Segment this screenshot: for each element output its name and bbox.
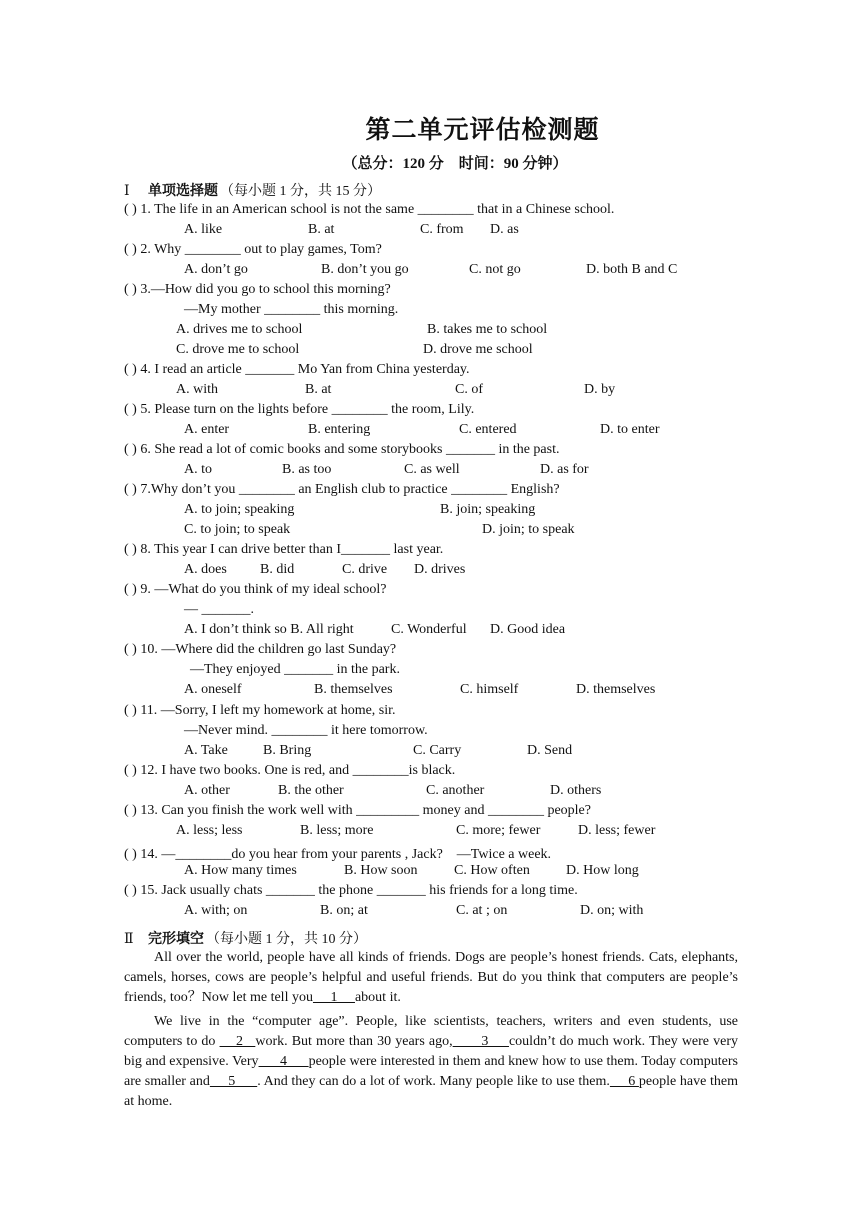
question-stem: ( ) 3.—How did you go to school this morning? (124, 282, 391, 297)
answer-option: A. to join; speaking (184, 502, 295, 517)
cloze-blank-3: 3 (452, 1034, 509, 1049)
question-stem: ( ) 7.Why don’t you ________ an English club to practice ________ English? (124, 482, 560, 497)
answer-option: C. entered (459, 422, 517, 437)
question-stem-continued: —Never mind. ________ it here tomorrow. (184, 723, 428, 738)
answer-option: C. as well (404, 462, 460, 477)
answer-option: B. on; at (320, 903, 368, 918)
answer-option: A. I don’t think so B. All right (184, 622, 354, 637)
answer-option: A. Take (184, 743, 228, 758)
answer-option: D. as for (540, 462, 589, 477)
answer-option: B. How soon (344, 863, 418, 878)
answer-option: D. Good idea (490, 622, 566, 637)
answer-option: C. Carry (413, 743, 462, 758)
answer-option: B. at (308, 222, 335, 237)
question-stem: ( ) 2. Why ________ out to play games, Tom? (124, 242, 382, 257)
question-stem-continued: —My mother ________ this morning. (184, 302, 399, 317)
answer-option: C. drove me to school (176, 342, 300, 357)
cloze-blank-4: 4 (258, 1054, 309, 1069)
question-stem: ( ) 6. She read a lot of comic books and some storybooks _______ in the past. (124, 442, 560, 457)
answer-option: D. others (550, 783, 602, 798)
cloze-text: about it. (354, 990, 401, 1005)
answer-option: A. like (184, 222, 223, 237)
question-stem: ( ) 8. This year I can drive better than I_______ last year. (124, 542, 444, 557)
answer-option: D. themselves (576, 682, 656, 697)
answer-option: B. at (305, 382, 332, 397)
cloze-text: . And they can do a lot of work. Many people like to use them. (257, 1074, 610, 1089)
cloze-text: people have them at home. (124, 1074, 738, 1109)
answer-option: A. to (184, 462, 212, 477)
answer-option: D. drove me school (423, 342, 533, 357)
answer-option: D. as (490, 222, 519, 237)
cloze-blank-6: 6 (609, 1074, 639, 1089)
cloze-paragraph-1 (124, 948, 738, 1008)
answer-option: B. entering (308, 422, 371, 437)
cloze-text: couldn’t do much work. They were very big and expensive. Very (124, 1034, 739, 1069)
section-number: Ⅰ (124, 184, 130, 199)
page-subtitle: （总分：120 分 时间：90 分钟） (342, 156, 568, 172)
answer-option: A. drives me to school (176, 322, 303, 337)
section-name: 完形填空 (148, 932, 204, 947)
section-note: （每小题 1 分，共 15 分） (220, 184, 381, 199)
answer-option: D. by (584, 382, 616, 397)
answer-option: C. another (426, 783, 485, 798)
answer-option: C. more; fewer (456, 823, 541, 838)
page-title: 第二单元评估检测题 (365, 117, 600, 144)
answer-option: B. don’t you go (321, 262, 409, 277)
section-heading-2 (124, 928, 367, 948)
cloze-paragraph-2 (124, 1012, 738, 1112)
answer-option: B. the other (278, 783, 344, 798)
question-stem: ( ) 11. —Sorry, I left my homework at home, sir. (124, 703, 396, 718)
question-stem: ( ) 4. I read an article _______ Mo Yan from China yesterday. (124, 362, 470, 377)
question-stem: ( ) 10. —Where did the children go last Sunday? (124, 642, 397, 657)
answer-option: D. on; with (580, 903, 644, 918)
cloze-text: work. But more than 30 years ago, (255, 1034, 453, 1049)
answer-option: A. other (184, 783, 230, 798)
question-stem: ( ) 14. —________do you hear from your parents , Jack? —Twice a week. (124, 847, 552, 862)
answer-option: C. Wonderful (391, 622, 467, 637)
answer-option: A. with; on (184, 903, 248, 918)
question-stem: ( ) 12. I have two books. One is red, and ________is black. (124, 763, 456, 778)
answer-option: A. How many times (184, 863, 297, 878)
answer-option: D. less; fewer (578, 823, 656, 838)
answer-option: B. as too (282, 462, 332, 477)
answer-option: D. drives (414, 562, 466, 577)
answer-option: C. at ; on (456, 903, 508, 918)
answer-option: D. How long (566, 863, 639, 878)
answer-option: B. join; speaking (440, 502, 536, 517)
cloze-blank-5: 5 (209, 1074, 258, 1089)
answer-option: C. from (420, 222, 464, 237)
answer-option: A. enter (184, 422, 230, 437)
answer-option: D. join; to speak (482, 522, 575, 537)
answer-option: C. not go (469, 262, 521, 277)
answer-option: C. drive (342, 562, 388, 577)
question-stem: ( ) 5. Please turn on the lights before ________ the room, Lily. (124, 402, 475, 417)
answer-option: C. of (455, 382, 483, 397)
section-number: Ⅱ (124, 932, 134, 947)
question-stem: ( ) 1. The life in an American school is not the same ________ that in a Chinese school. (124, 202, 615, 217)
answer-option: B. takes me to school (427, 322, 548, 337)
answer-option: B. Bring (263, 743, 312, 758)
question-stem-continued: — _______. (184, 602, 254, 617)
answer-option: D. to enter (600, 422, 660, 437)
section-note: （每小题 1 分，共 10 分） (206, 932, 367, 947)
answer-option: A. oneself (184, 682, 242, 697)
answer-option: B. did (260, 562, 295, 577)
cloze-blank-2: 2 (219, 1034, 256, 1049)
answer-option: A. less; less (176, 823, 243, 838)
answer-option: C. to join; to speak (184, 522, 291, 537)
question-stem: ( ) 13. Can you finish the work well with _________ money and ________ people? (124, 803, 591, 818)
section-name: 单项选择题 (148, 184, 218, 199)
section-heading-1 (124, 180, 381, 200)
answer-option: A. does (184, 562, 227, 577)
answer-option: D. Send (527, 743, 573, 758)
answer-option: A. don’t go (184, 262, 248, 277)
answer-option: C. himself (460, 682, 519, 697)
cloze-text: We live in the “computer age”. People, like scientists, teachers, writers and even students, use computers to do (124, 1014, 738, 1049)
cloze-blank-1: 1 (312, 990, 355, 1005)
answer-option: D. both B and C (586, 262, 678, 277)
answer-option: B. less; more (300, 823, 374, 838)
answer-option: B. themselves (314, 682, 393, 697)
answer-option: A. with (176, 382, 218, 397)
question-stem: ( ) 9. —What do you think of my ideal school? (124, 582, 387, 597)
answer-option: C. How often (454, 863, 530, 878)
question-stem-continued: —They enjoyed _______ in the park. (190, 662, 400, 677)
question-stem: ( ) 15. Jack usually chats _______ the phone _______ his friends for a long time. (124, 883, 578, 898)
cloze-text: people were interested in them and knew how to use them. Today computers are smaller and (124, 1054, 739, 1089)
cloze-text: All over the world, people have all kinds of friends. Dogs are people’s honest friends. Cats, elephants, camels, horses, cows are people’s helpful and useful friends. But do you think that computers are people’s friends, too？Now let me tell you (124, 950, 738, 1005)
